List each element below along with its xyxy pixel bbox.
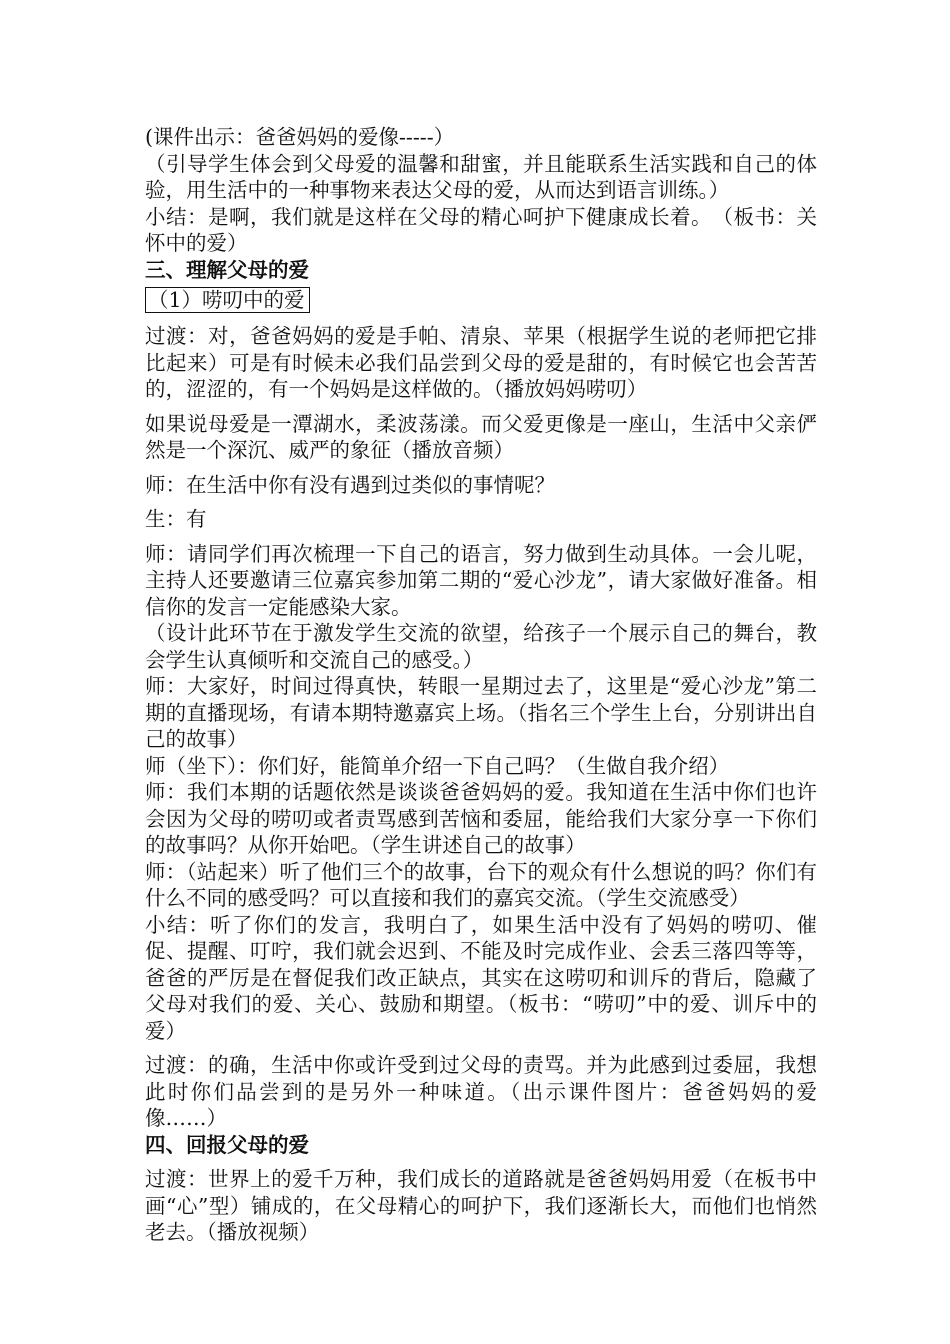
paragraph: 过渡：对，爸爸妈妈的爱是手帕、清泉、苹果（根据学生说的老师把它排比起来）可是有时候未必我们品尝到父母的爱是甜的，有时候它也会苦苦的，涩涩的，有一个妈妈是这样做的。（播放妈妈唠叨） [145,324,817,401]
section-heading-4: 四、回报父母的爱 [145,1132,309,1157]
paragraph: 师：我们本期的话题依然是谈谈爸爸妈妈的爱。我知道在生活中你们也许会因为父母的唠叨或者责骂感到苦恼和委屈，能给我们大家分享一下你们的故事吗？从你开始吧。（学生讲述自己的故事） [145,780,817,857]
paragraph: (课件出示：爸爸妈妈的爱像-----） [145,125,455,149]
paragraph: 师：（站起来）听了他们三个的故事，台下的观众有什么想说的吗？你们有什么不同的感受吗？可以直接和我们的嘉宾交流。（学生交流感受） [145,859,817,910]
paragraph: 师：请同学们再次梳理一下自己的语言，努力做到生动具体。一会儿呢，主持人还要邀请三位嘉宾参加第二期的“爱心沙龙”，请大家做好准备。相信你的发言一定能感染大家。 [145,541,817,619]
paragraph: 过渡：的确，生活中你或许受到过父母的责骂。并为此感到过委屈，我想此时你们品尝到的是另外一种味道。（出示课件图片：爸爸妈妈的爱像……） [145,1053,817,1130]
paragraph: 过渡：世界上的爱千万种，我们成长的道路就是爸爸妈妈用爱（在板书中画“心”型）铺成的，在父母精心的呵护下，我们逐渐长大，而他们也悄然老去。（播放视频） [145,1167,817,1244]
paragraph: 小结：是啊，我们就是这样在父母的精心呵护下健康成长着。 （板书：关怀中的爱） [145,204,817,255]
paragraph: 师：大家好，时间过得真快，转眼一星期过去了，这里是“爱心沙龙”第二期的直播现场，有请本期特邀嘉宾上场。（指名三个学生上台，分别讲出自己的故事） [145,674,817,751]
paragraph: 师（坐下）：你们好，能简单介绍一下自己吗？（生做自我介绍） [145,753,730,778]
paragraph: （引导学生体会到父母爱的温馨和甜蜜，并且能联系生活实践和自己的体验，用生活中的一种事物来表达父母的爱，从而达到语言训练。） [145,151,817,202]
paragraph: 师：在生活中你有没有遇到过类似的事情呢？ [145,472,555,497]
paragraph: 如果说母爱是一潭湖水，柔波荡漾。而父爱更像是一座山，生活中父亲俨然是一个深沉、威严的象征（播放音频） [145,411,817,462]
boxed-subheading: （1）唠叨中的爱 [145,287,310,313]
paragraph: 生：有 [145,507,207,531]
paragraph: （设计此环节在于激发学生交流的欲望，给孩子一个展示自己的舞台，教会学生认真倾听和交流自己的感受。） [145,621,817,672]
document-body [145,124,817,1246]
paragraph: 小结：听了你们的发言，我明白了，如果生活中没有了妈妈的唠叨、催促、提醒、叮咛，我们就会迟到、不能及时完成作业、会丢三落四等等，爸爸的严厉是在督促我们改正缺点，其实在这唠叨和训斥的背后，隐藏了父母对我们的爱、关心、鼓励和期望。（板书：“唠叨”中的爱、训斥中的爱） [145,912,817,1043]
section-heading-3: 三、理解父母的爱 [145,257,309,282]
